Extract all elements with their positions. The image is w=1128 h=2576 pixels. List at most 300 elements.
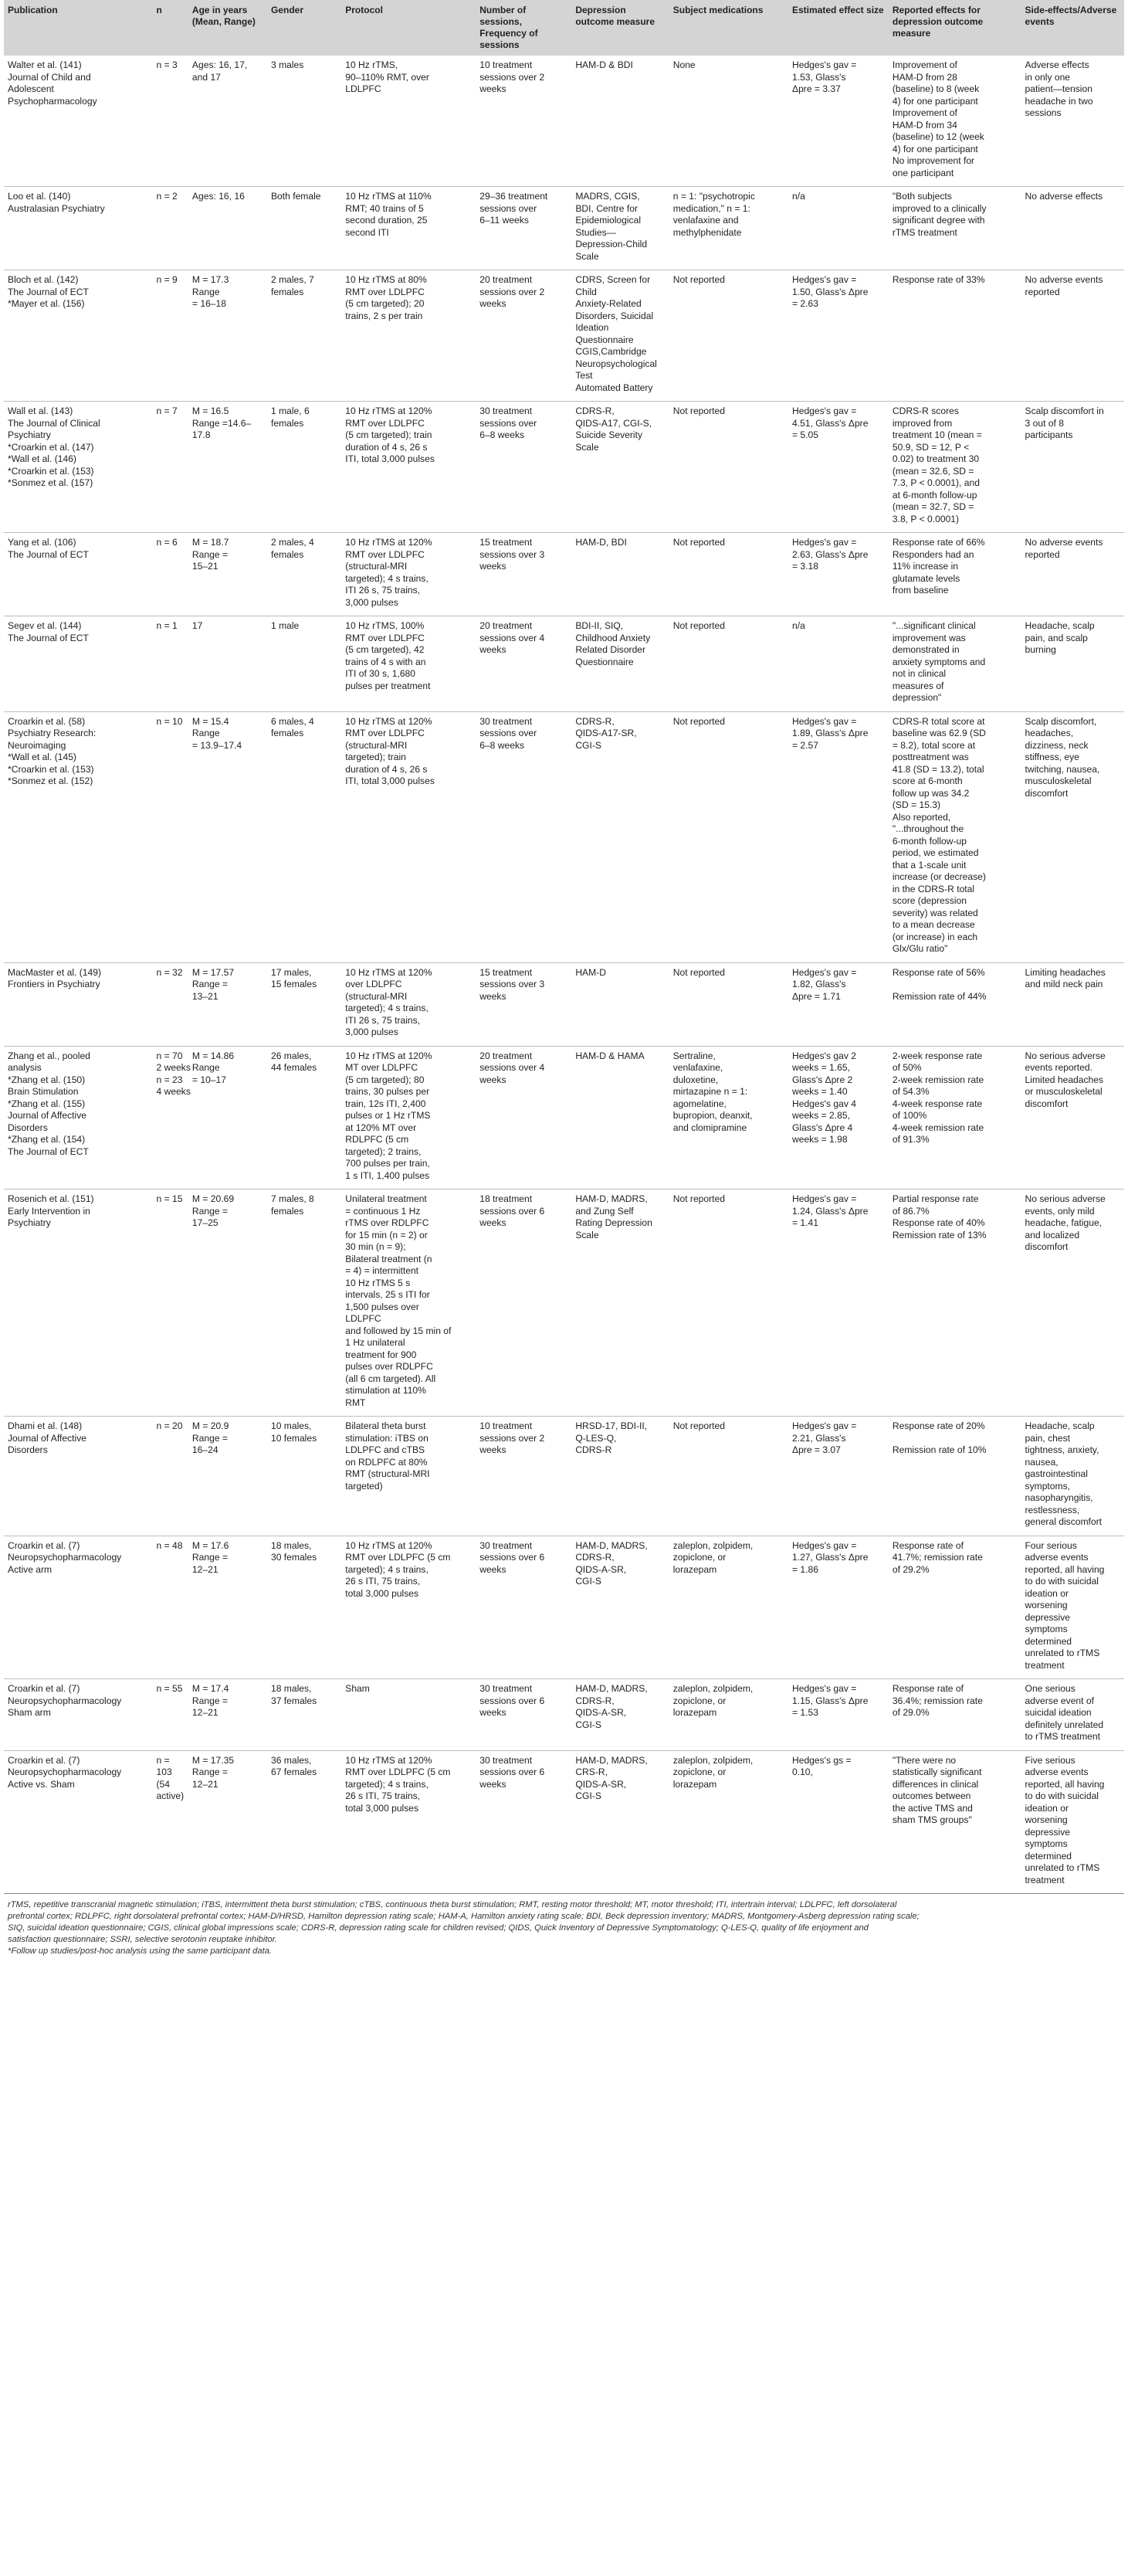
cell-line: sessions over xyxy=(479,417,537,429)
cell-line: targeted); 4 s trains, xyxy=(345,1778,429,1790)
cell-line: 2.21, Glass's xyxy=(791,1432,846,1444)
cell-line: 103 xyxy=(156,1767,172,1777)
cell-line: 12–21 xyxy=(191,1778,218,1790)
cell-line: adverse events xyxy=(1025,1767,1089,1777)
cell-line: Headache, scalp xyxy=(1025,620,1095,631)
cell-line: 41.7%; remission rate xyxy=(892,1552,983,1563)
cell-line: zaleplon, zolpidem, xyxy=(672,1683,754,1694)
cell-line: Active arm xyxy=(8,1563,53,1575)
cell-line: M = 17.3 xyxy=(191,274,229,285)
cell-measure xyxy=(571,402,669,533)
cell-line: RDLPFC (5 cm xyxy=(345,1134,409,1145)
cell-line: LDLPFC and cTBS xyxy=(345,1444,425,1455)
cell-line: Sertraline, xyxy=(672,1050,716,1061)
cell-line: period, we estimated xyxy=(892,847,979,858)
cell-measure xyxy=(571,711,669,962)
cell-line: 10 Hz rTMS at 120% xyxy=(345,1539,432,1551)
cell-line: 10 Hz rTMS at 120% xyxy=(345,537,432,548)
cell-line: Neuropsychopharmacology xyxy=(8,1552,122,1563)
cell-n xyxy=(153,402,188,533)
cell-protocol xyxy=(341,533,476,616)
cell-line: 44 females xyxy=(270,1062,317,1073)
cell-line: *Wall et al. (146) xyxy=(8,453,76,464)
cell-line: Hedges's gav = xyxy=(791,1539,857,1551)
cell-line: sessions over xyxy=(479,202,537,214)
cell-line: weeks xyxy=(479,83,506,94)
cell-line: n = 2 xyxy=(156,191,178,202)
cell-n xyxy=(153,711,188,962)
cell-measure xyxy=(571,187,669,270)
cell-line: 10 Hz rTMS at 120% xyxy=(345,966,432,978)
cell-line: in only one xyxy=(1025,71,1071,83)
cell-sessions xyxy=(476,962,571,1046)
cell-line: n = 23 xyxy=(156,1074,183,1085)
cell-line: and localized xyxy=(1025,1229,1080,1240)
cell-line: 26 s ITI, 75 trains, xyxy=(345,1576,421,1587)
cell-line: CGI-S xyxy=(575,739,601,751)
cell-line: not in clinical xyxy=(892,668,947,679)
cell-publication xyxy=(4,533,153,616)
cell-line: Remission rate of 13% xyxy=(892,1229,987,1240)
table-row xyxy=(4,711,1124,962)
cell-line: Glass's Δpre 2 xyxy=(791,1074,853,1085)
cell-line: reported, all having xyxy=(1025,1563,1105,1575)
cell-gender xyxy=(267,1536,341,1679)
cell-publication xyxy=(4,270,153,402)
cell-medications xyxy=(669,1679,788,1751)
cell-side xyxy=(1021,1046,1124,1190)
cell-line: duration of 4 s, 26 s xyxy=(345,441,428,453)
cell-reported xyxy=(889,962,1021,1046)
cell-line: Journal of Affective xyxy=(8,1110,86,1121)
cell-line: targeted) xyxy=(345,1480,383,1492)
cell-medications xyxy=(669,1750,788,1894)
cell-line: Both female xyxy=(270,191,321,202)
cell-line: Disorders xyxy=(8,1444,48,1455)
cell-age xyxy=(188,1046,267,1190)
cell-n xyxy=(153,1417,188,1536)
cell-sessions xyxy=(476,187,571,270)
cell-line: The Journal of ECT xyxy=(8,548,89,560)
cell-reported xyxy=(889,1417,1021,1536)
cell-line: methylphenidate xyxy=(672,226,742,238)
cell-side xyxy=(1021,962,1124,1046)
cell-line: active) xyxy=(156,1790,185,1801)
cell-reported xyxy=(889,711,1021,962)
cell-line: MacMaster et al. (149) xyxy=(8,966,101,978)
cell-line: to do with suicidal xyxy=(1025,1576,1099,1587)
cell-line: pulses per treatment xyxy=(345,680,431,691)
cell-line: "There were no xyxy=(892,1754,957,1766)
cell-line: 20 treatment xyxy=(479,274,533,285)
cell-line: 67 females xyxy=(270,1767,317,1777)
cell-line: Δpre = 3.07 xyxy=(791,1444,841,1455)
cell-line: Partial response rate xyxy=(892,1193,979,1204)
cell-line: M = 16.5 xyxy=(191,406,229,416)
cell-protocol xyxy=(341,1536,476,1679)
cell-line: n = 48 xyxy=(156,1539,183,1551)
cell-line: n = 15 xyxy=(156,1193,183,1204)
cell-line: Anxiety-Related xyxy=(575,298,642,309)
cell-line: 20 treatment xyxy=(479,1050,533,1061)
cell-line: and followed by 15 min of xyxy=(345,1325,452,1336)
cell-publication xyxy=(4,1750,153,1894)
table-row xyxy=(4,1190,1124,1417)
cell-line: Not reported xyxy=(672,406,725,416)
cell-line: CDRS-R, xyxy=(575,715,615,727)
cell-line: 1.15, Glass's Δpre xyxy=(791,1695,869,1706)
cell-line: Active vs. Sham xyxy=(8,1778,75,1790)
cell-line: MT over LDLPFC xyxy=(345,1062,418,1073)
cell-effect xyxy=(788,402,889,533)
cell-n xyxy=(153,962,188,1046)
table-row xyxy=(4,1417,1124,1536)
cell-line: at 6-month follow-up xyxy=(892,489,977,501)
cell-line: events, only mild xyxy=(1025,1205,1095,1217)
cell-sessions xyxy=(476,270,571,402)
cell-line: (structural-MRI xyxy=(345,990,408,1002)
cell-line: treatment 10 (mean = xyxy=(892,429,982,440)
cell-side xyxy=(1021,711,1124,962)
cell-line: 3,000 pulses xyxy=(345,1027,398,1037)
cell-line: rTMS treatment xyxy=(892,226,957,238)
cell-line: depressive xyxy=(1025,1826,1071,1838)
cell-line: M = 17.6 xyxy=(191,1539,229,1551)
cell-effect xyxy=(788,533,889,616)
cell-line: RMT over LDLPFC xyxy=(345,728,425,738)
cell-line: venlafaxine, xyxy=(672,1062,723,1073)
cell-line: 6–11 weeks xyxy=(479,215,529,226)
cell-line: 2-week remission rate xyxy=(892,1074,984,1085)
cell-line: 2.63, Glass's Δpre xyxy=(791,548,869,560)
cell-line: of 50% xyxy=(892,1062,922,1073)
cell-line: 1 Hz unilateral xyxy=(345,1337,405,1348)
cell-line: 10 Hz rTMS at 110% xyxy=(345,191,432,202)
cell-line: QIDS-A-SR, xyxy=(575,1563,627,1575)
cell-reported xyxy=(889,1679,1021,1751)
cell-publication xyxy=(4,1417,153,1536)
cell-reported xyxy=(889,1536,1021,1679)
header-outcome-measure: Depression outcome measure xyxy=(571,0,669,56)
cell-line: intervals, 25 s ITI for xyxy=(345,1289,430,1300)
cell-line: None xyxy=(672,59,696,70)
cell-line: sessions over 2 xyxy=(479,1432,545,1444)
cell-line: RMT xyxy=(345,1397,366,1408)
cell-line: CDRS-R total score at xyxy=(892,715,985,727)
cell-line: (baseline) to 12 (week xyxy=(892,131,984,142)
cell-line: sessions over 6 xyxy=(479,1552,545,1563)
cell-line: 2-week response rate xyxy=(892,1050,983,1061)
cell-line: trains of 4 s with an xyxy=(345,656,426,667)
cell-line: Australasian Psychiatry xyxy=(8,202,105,214)
cell-line: demonstrated in xyxy=(892,644,960,655)
cell-line: and Zung Self xyxy=(575,1205,634,1217)
cell-line: discomfort xyxy=(1025,1241,1069,1252)
cell-line: The Journal of ECT xyxy=(8,632,89,643)
cell-line: *Sonmez et al. (157) xyxy=(8,477,93,488)
cell-gender xyxy=(267,1750,341,1894)
cell-line: M = 20.9 xyxy=(191,1420,229,1431)
cell-line: Childhood Anxiety xyxy=(575,632,651,643)
cell-line: baseline was 62.9 (SD xyxy=(892,728,986,738)
cell-sessions xyxy=(476,616,571,712)
cell-line: 20 treatment xyxy=(479,620,533,631)
cell-line: Hedges's gav = xyxy=(791,537,857,548)
cell-line: second duration, 25 xyxy=(345,215,428,226)
cell-line: HAM-D from 34 xyxy=(892,119,957,131)
cell-reported xyxy=(889,1046,1021,1190)
cell-line: No adverse events xyxy=(1025,537,1103,548)
cell-line: Range = xyxy=(191,548,228,560)
cell-age xyxy=(188,1679,267,1751)
cell-line: Adverse effects xyxy=(1025,59,1089,70)
cell-publication xyxy=(4,1536,153,1679)
cell-publication xyxy=(4,711,153,962)
cell-line: CGI-S xyxy=(575,1576,601,1587)
cell-age xyxy=(188,533,267,616)
cell-line: weeks = 1.65, xyxy=(791,1062,850,1073)
cell-line: targeted); 4 s trains, xyxy=(345,572,429,584)
cell-line: over LDLPFC xyxy=(345,979,402,989)
cell-line: Test xyxy=(575,370,593,381)
cell-line: = 2.63 xyxy=(791,298,818,309)
cell-line: n = 6 xyxy=(156,537,178,548)
cell-gender xyxy=(267,533,341,616)
cell-line: QIDS-A17, CGI-S, xyxy=(575,417,652,429)
cell-measure xyxy=(571,616,669,712)
cell-line: (mean = 32.6, SD = xyxy=(892,465,974,477)
cell-line: 10 Hz rTMS, 100% xyxy=(345,620,425,631)
cell-line: zaleplon, zolpidem, xyxy=(672,1539,754,1551)
cell-line: 29–36 treatment xyxy=(479,191,548,202)
cell-protocol xyxy=(341,616,476,712)
cell-line: sessions over 6 xyxy=(479,1205,545,1217)
header-effect-size: Estimated effect size xyxy=(788,0,889,56)
cell-line: Hedges's gav 2 xyxy=(791,1050,856,1061)
cell-line: Croarkin et al. (58) xyxy=(8,715,86,727)
cell-line: 1.53, Glass's xyxy=(791,71,846,83)
cell-line: n = 70 xyxy=(156,1050,183,1061)
cell-line: 1,500 pulses over xyxy=(345,1301,419,1312)
cell-line: sham TMS groups" xyxy=(892,1814,972,1825)
cell-line: reported xyxy=(1025,286,1060,297)
cell-gender xyxy=(267,56,341,187)
cell-line: No adverse events xyxy=(1025,274,1103,285)
cell-line: sessions over 6 xyxy=(479,1695,545,1706)
cell-n xyxy=(153,616,188,712)
cell-line: ITI 26 s, 75 trains, xyxy=(345,585,421,596)
cell-line: in the CDRS-R total xyxy=(892,883,975,894)
header-publication: Publication xyxy=(4,0,153,56)
header-side-effects: Side-effects/Adverse events xyxy=(1021,0,1124,56)
cell-line: Four serious xyxy=(1025,1539,1077,1551)
cell-effect xyxy=(788,711,889,962)
cell-line: Neuroimaging xyxy=(8,739,66,751)
cell-measure xyxy=(571,1190,669,1417)
cell-line: HAM-D & BDI xyxy=(575,59,633,70)
cell-line: = 2.57 xyxy=(791,739,818,751)
cell-line: headache, fatigue, xyxy=(1025,1217,1103,1228)
cell-line: HAM-D, MADRS, xyxy=(575,1539,648,1551)
cell-line: ITI, total 3,000 pulses xyxy=(345,776,435,786)
cell-line: the active TMS and xyxy=(892,1802,973,1814)
cell-line: 90–110% RMT, over xyxy=(345,71,429,83)
cell-line: 1.27, Glass's Δpre xyxy=(791,1552,869,1563)
cell-line: No serious adverse xyxy=(1025,1193,1106,1204)
cell-line: HAM-D & HAMA xyxy=(575,1050,645,1061)
cell-line: glutamate levels xyxy=(892,572,960,584)
cell-line: one participant xyxy=(892,167,954,178)
cell-line: Psychopharmacology xyxy=(8,95,97,107)
cell-line: Range =14.6– xyxy=(191,417,252,429)
cell-line: LDLPFC xyxy=(345,83,381,94)
cell-line: discomfort xyxy=(1025,1098,1069,1109)
cell-line: Response rate of xyxy=(892,1539,964,1551)
cell-line: (5 cm targeted); 20 xyxy=(345,298,425,309)
cell-effect xyxy=(788,1046,889,1190)
cell-line: trains, 30 pulses per xyxy=(345,1086,430,1097)
cell-line: adverse event of xyxy=(1025,1695,1094,1706)
cell-line: discomfort xyxy=(1025,787,1069,799)
cell-line: Unilateral treatment xyxy=(345,1193,427,1204)
cell-line: 17.8 xyxy=(191,429,211,440)
cell-line: Scale xyxy=(575,250,599,262)
cell-line: mirtazapine n = 1: xyxy=(672,1086,748,1097)
cell-line: Response rate of 33% xyxy=(892,274,985,285)
cell-line: *Mayer et al. (156) xyxy=(8,298,85,309)
cell-line: The Journal of ECT xyxy=(8,1145,89,1157)
cell-line: total 3,000 pulses xyxy=(345,1587,419,1599)
cell-sessions xyxy=(476,402,571,533)
cell-gender xyxy=(267,711,341,962)
cell-line: Range xyxy=(191,728,220,738)
cell-line: zopiclone, or xyxy=(672,1552,727,1563)
cell-line: nausea, xyxy=(1025,1456,1059,1468)
cell-n xyxy=(153,270,188,402)
cell-line: Wall et al. (143) xyxy=(8,406,73,416)
cell-line: 700 pulses per train, xyxy=(345,1158,430,1169)
cell-line: patient—tension xyxy=(1025,83,1092,94)
cell-line: stimulation at 110% xyxy=(345,1385,426,1396)
cell-line: 10 Hz rTMS, xyxy=(345,59,398,70)
cell-age xyxy=(188,616,267,712)
cell-measure xyxy=(571,1679,669,1751)
cell-line: of 29.2% xyxy=(892,1563,930,1575)
cell-line: Remission rate of 10% xyxy=(892,1444,987,1455)
cell-line: unrelated to rTMS xyxy=(1025,1648,1100,1658)
cell-line: second ITI xyxy=(345,226,389,238)
cell-line: 30 min (n = 9); xyxy=(345,1241,406,1252)
cell-gender xyxy=(267,962,341,1046)
cell-line: sessions over 6 xyxy=(479,1767,545,1777)
cell-line: RMT over LDLPFC xyxy=(345,417,425,429)
cell-line: n = 7 xyxy=(156,406,178,416)
cell-line: 10 Hz rTMS at 80% xyxy=(345,274,427,285)
table-row xyxy=(4,962,1124,1046)
cell-line: outcomes between xyxy=(892,1790,971,1801)
cell-line: 37 females xyxy=(270,1695,317,1706)
cell-line: 1 male, 6 xyxy=(270,406,310,416)
cell-line: (structural-MRI xyxy=(345,561,408,572)
cell-line: = 4) = intermittent xyxy=(345,1265,419,1276)
cell-line: improved from xyxy=(892,417,953,429)
cell-gender xyxy=(267,1190,341,1417)
cell-line: targeted); 4 s trains, xyxy=(345,1563,429,1575)
cell-line: Hedges's gav = xyxy=(791,966,857,978)
cell-medications xyxy=(669,616,788,712)
cell-line: Psychiatry xyxy=(8,429,51,440)
cell-line: M = 17.35 xyxy=(191,1754,235,1766)
cell-line: 6-month follow-up xyxy=(892,835,967,847)
cell-publication xyxy=(4,1190,153,1417)
cell-line: n = 1 xyxy=(156,620,178,631)
cell-reported xyxy=(889,402,1021,533)
cell-line: Response rate of 20% xyxy=(892,1420,985,1431)
cell-line: restlessness, xyxy=(1025,1504,1080,1515)
cell-side xyxy=(1021,1417,1124,1536)
cell-line: M = 18.7 xyxy=(191,537,229,548)
cell-line: = 13.9–17.4 xyxy=(191,739,242,751)
cell-line: HAM-D xyxy=(575,966,606,978)
cell-line: weeks xyxy=(479,1778,506,1790)
cell-line: 30 treatment xyxy=(479,1683,533,1694)
cell-line: 30 treatment xyxy=(479,715,533,727)
cell-line: sessions over 3 xyxy=(479,548,545,560)
footnote-line: rTMS, repetitive transcranial magnetic stimulation; iTBS, intermittent theta burst stimulation; cTBS, continuous theta burst stimulation; RMT, resting motor threshold; MT, motor threshold; ITI, intertrain interval; LDLPFC, left dorsolateral xyxy=(8,1900,897,1909)
cell-line: (mean = 32.7, SD = xyxy=(892,501,974,512)
cell-line: train, 12s ITI, 2,400 xyxy=(345,1098,426,1109)
cell-line: n = 10 xyxy=(156,715,183,727)
cell-line: 6 males, 4 xyxy=(270,715,314,727)
cell-gender xyxy=(267,270,341,402)
cell-line: 10 Hz rTMS at 120% xyxy=(345,406,432,416)
cell-line: 30 treatment xyxy=(479,406,533,416)
cell-line: HAM-D, MADRS, xyxy=(575,1683,648,1694)
cell-measure xyxy=(571,1750,669,1894)
cell-side xyxy=(1021,1679,1124,1751)
cell-line: n/a xyxy=(791,191,805,202)
cell-line: 2 weeks xyxy=(156,1062,191,1073)
cell-line: The Journal of Clinical xyxy=(8,417,100,429)
cell-line: = 10–17 xyxy=(191,1074,226,1085)
cell-line: duration of 4 s, 26 s xyxy=(345,763,428,775)
cell-line: 15 treatment xyxy=(479,537,533,548)
cell-line: anxiety symptoms and xyxy=(892,656,986,667)
cell-line: M = 17.4 xyxy=(191,1683,229,1694)
cell-line: Hedges's gav = xyxy=(791,59,857,70)
cell-line: Range = xyxy=(191,1432,228,1444)
cell-line: 26 s ITI, 75 trains, xyxy=(345,1790,421,1801)
cell-line: Range xyxy=(191,1062,220,1073)
cell-gender xyxy=(267,187,341,270)
cell-line: LDLPFC xyxy=(345,1313,381,1324)
cell-side xyxy=(1021,616,1124,712)
cell-line: burning xyxy=(1025,644,1056,655)
cell-line: Ages: 16, 17, xyxy=(191,59,248,70)
cell-line: treatment xyxy=(1025,1874,1065,1885)
cell-line: Range xyxy=(191,286,220,297)
cell-line: Not reported xyxy=(672,715,725,727)
cell-line: Related Disorder xyxy=(575,644,646,655)
cell-line: n = 1: "psychotropic xyxy=(672,191,755,202)
cell-line: Sham arm xyxy=(8,1707,51,1718)
cell-line: M = 20.69 xyxy=(191,1193,235,1204)
cell-line: RMT over LDLPFC (5 cm xyxy=(345,1552,451,1563)
cell-line: 7 males, 8 xyxy=(270,1193,314,1204)
cell-line: 50.9, SD = 12, P < xyxy=(892,441,970,453)
cell-line: n/a xyxy=(791,620,805,631)
cell-line: Child xyxy=(575,286,597,297)
